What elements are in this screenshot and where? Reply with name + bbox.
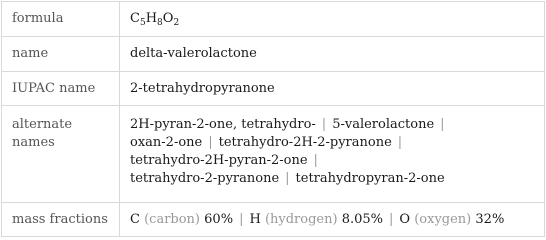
alternate-name: 2H-pyran-2-one, tetrahydro- (130, 117, 316, 132)
formula-element (146, 11, 163, 26)
mass-fractions-label: mass fractions (2, 203, 120, 237)
iupac-value: 2-tetrahydropyranone (120, 72, 545, 106)
formula-value (120, 2, 545, 37)
alternate-names-line (130, 170, 544, 188)
separator: | (313, 153, 318, 168)
mass-fraction-item (130, 212, 233, 227)
alternate-names-line (130, 152, 544, 170)
iupac-label: IUPAC name (2, 72, 120, 106)
mass-fraction-item (399, 212, 504, 227)
iupac-row (2, 72, 545, 106)
alternate-name: 5-valerolactone (332, 117, 435, 132)
separator: | (397, 135, 403, 150)
separator: | (239, 211, 244, 227)
alternate-names-line (130, 116, 544, 134)
element-symbol: H (249, 211, 261, 227)
element-name: (hydrogen) (264, 211, 338, 227)
separator: | (440, 117, 445, 132)
alternate-names-label: alternate names (2, 106, 120, 203)
properties-table (1, 1, 545, 237)
mass-percent: 60% (204, 211, 234, 227)
name-value: delta-valerolactone (120, 37, 545, 72)
alternate-names-value (120, 106, 545, 203)
separator: | (321, 117, 327, 132)
mass-fractions-row (2, 203, 545, 237)
separator: | (389, 211, 394, 227)
element-name: (oxygen) (414, 211, 472, 227)
alternate-name: oxan-2-one (130, 135, 203, 150)
formula-symbol: O (162, 10, 174, 26)
separator: | (285, 171, 290, 186)
element-name: (carbon) (144, 211, 201, 227)
element-symbol: C (130, 211, 140, 227)
name-label: name (2, 37, 120, 72)
alternate-name: tetrahydro-2H-2-pyranone (218, 135, 392, 150)
mass-percent: 8.05% (341, 211, 384, 227)
formula-symbol: H (145, 10, 158, 26)
formula-row (2, 2, 545, 37)
mass-fraction-item (249, 212, 383, 227)
separator: | (208, 135, 213, 150)
alternate-names-line (130, 134, 544, 152)
mass-fractions-value (120, 203, 545, 237)
alternate-names-row (2, 106, 545, 203)
alternate-name: tetrahydro-2H-pyran-2-one (130, 153, 308, 168)
formula-symbol: C (130, 10, 140, 26)
alternate-name: tetrahydropyran-2-one (295, 171, 445, 186)
name-row (2, 37, 545, 72)
formula-subscript: 8 (157, 17, 163, 28)
element-symbol: O (399, 211, 411, 227)
formula-element (163, 11, 179, 26)
formula-subscript: 2 (173, 17, 180, 28)
formula-element (130, 11, 146, 26)
formula-subscript: 5 (139, 17, 146, 28)
alternate-name: tetrahydro-2-pyranone (130, 171, 280, 186)
formula-label: formula (2, 2, 120, 37)
mass-percent: 32% (475, 211, 505, 227)
